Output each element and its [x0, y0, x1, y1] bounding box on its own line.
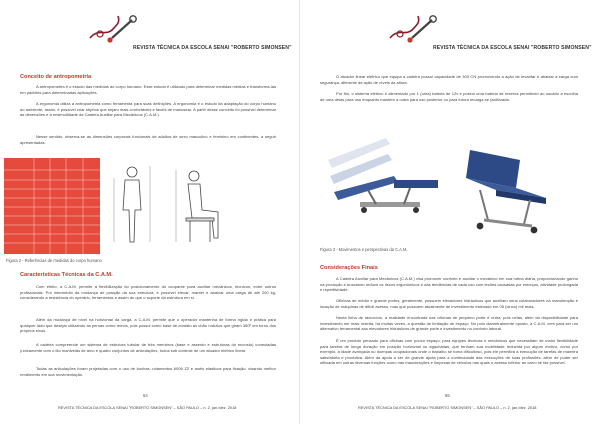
paragraph: A ergonomia utiliza a antropometria como ferramenta para suas definições. A ergonomia é o estudo da adaptação do corpo humano ao ambiente, assim, é possível criar objetos que sejam mais confortáveis e fáceis de manusear. A partir desse conceito foi possível determinar as dimensões e a ensimultidade da Cadeira Auxiliar para Mecânicos (C.A.M.).: [20, 101, 276, 118]
page-footer: REVISTA TÉCNICA DA ESCOLA SENAI "ROBERTO SIMONSEN" – SÃO PAULO – n. 2, jan./dez. 2018: [358, 405, 537, 410]
wrench-cable-logo-icon: [88, 8, 138, 52]
figure3-caption: Figura 3 - Movimentos e perspectivas da C.A.M.: [320, 247, 408, 252]
header-title: REVISTA TÉCNICA DA ESCOLA SENAI "ROBERTO SIMONSEN": [433, 45, 592, 51]
paragraph: Por fim, o sistema elétrico é alimentado por 1 (uma) bateria de 12v e possui uma bateria de reserva permitindo ao usuário a escolha de uma delas para uso enquanto mantém a outra para uso posterior ou para futura recarga se (autílizada.: [320, 91, 578, 102]
section-title: Conceito de antropometria: [20, 74, 92, 80]
standing-person-icon: [114, 166, 150, 242]
section-title: Considerações Finais: [320, 265, 378, 271]
cam-chair-figure: [320, 120, 558, 242]
section-title: Características Técnicas da C.A.M.: [20, 272, 113, 278]
measurements-table: [4, 158, 100, 254]
paragraph: O atuador linear elétrico que equipa a cadeira possui capacidade de 300 CN promovendo a ação de levantar e abaixar a carga com segurança, diferente da ação de níveis da altura.: [320, 74, 578, 85]
paragraph: É um produto pensado para oficinas com pouco espaço, para equipes técnicas e mecânicos que necessitam de maior flexibilidade para tarefas de longa duração em posição horizontal ou agachadas; que tenham sua mobilidade reduzida por algum motivo, como por exemplo, a idade avançada ou doenças ocupacionais onde o trabalho se torna dificultoso, pois ele permitirá a execução de tarefas de maneira satisfatória e produtiva. Além da ajuda a ser de grande ajuda para a continuidade das execuções de suas profissões; além de poder ser utilizada em outras diversas funções como nas manutenções e limpezas de veiculos nas quais o acesso inferior ao carro se faz possível.: [320, 338, 578, 366]
page-header: [300, 8, 600, 54]
cam-chair-motion-illustration: [328, 138, 438, 213]
page-footer: REVISTA TÉCNICA DA ESCOLA SENAI "ROBERTO SIMONSEN" – SÃO PAULO – n. 2, jan./dez. 2018: [58, 405, 237, 410]
page-number: 64: [143, 393, 148, 398]
page-header: [0, 8, 300, 54]
body-measurements-figure: [4, 158, 250, 254]
paragraph: Todas as articulações foram projetadas com o uso de buchas, rolamentos 6006 ZZ e anéis elásticos para fixação, visando melhor rendimento em sua movimentação.: [20, 366, 276, 377]
paragraph: A cadeira compreende um sistema de estrutura tubular de três membros (base e assento e estruturas do encosto) conectadas (unicamente com o lito manivelas de aíno e quatro conjuntos de articulações, todos sob controle de um atuador elétrico linear.: [20, 342, 276, 353]
paragraph: Com efeito, a C.A.M. permite a flexibilização do posicionamento do ocupante para auxiliar mecânicos, técnicos, entre outros profissionais. Por intermédio da mudança de posição da sua estrutura, é possível elevar, manter e abaixar uma carga de até 200 kg, considerando a resistência do operário, ferramentas e assim do que o suporte da estrutura em si.: [20, 284, 276, 301]
paragraph: Nesse sentido, observa-se as dimensões corporais funcionais de adultos de sexo masculino e feminino em continentes, a seguir apresentadas:: [20, 134, 276, 145]
figure2-caption: Figura 2 - Referências de medidas do corpo humano: [6, 258, 102, 263]
paragraph: A Cadeira Auxiliar para Mecânicos (C.A.M.) visa promover conforto e auxiliar o mecânico em sua rotina diária, proporcionando ganho na produção e buscando reduzir os riscos ergonômicos e das tendências de cada uso com lesões causadas por esforços, atividade prolongada e repetitividade.: [320, 276, 578, 293]
paragraph: Além da mudança de nível na horizontal da carga, a C.A.M. permite que o operador mantenha de forma rígida e prática para qualquer lado que desejar utilizando as pernas como remos, pois possui como base de contato as chão rodízios que giram 360º em torno dos próprios eixos.: [20, 317, 276, 334]
cam-chair-perspective-illustration: [466, 150, 546, 233]
wrench-cable-logo-icon: [388, 8, 438, 52]
page-number: 65: [445, 393, 450, 398]
header-title: REVISTA TÉCNICA DA ESCOLA SENAI "ROBERTO SIMONSEN": [133, 45, 292, 51]
seated-person-icon: [176, 170, 218, 242]
paragraph: Oficinas de médio e grande portes, geralmente, possuem elevadores hidráulicos que auxiliam seus colaboradores na manutenção e locação de máquinas de difícil acesso, mas que possuem atualmente de investimento estimado em 05 (cinco) mil reais.: [320, 298, 578, 309]
paragraph: Nesta linha de raciocínio, a realidade encontrada nas oficinas de pequeno porte é outra, pois nelas, além da disponibilidade para investimento ser mais restrita, há muitas vezes, a questão de limitação de espaço. No polo diametralmente oposto, a C.A.M. vem para ser um alternativo ferramental aos elevadores hidráulicos de grande porte e investimento no conforto laboral.: [320, 315, 578, 332]
paragraph: A antropometria é o estudo das medidas do corpo humano. Esse estudo é utilizado para determinar medidas médias e transformá-las em padrões para determinadas aplicações.: [20, 84, 276, 95]
right-page: [300, 0, 600, 424]
